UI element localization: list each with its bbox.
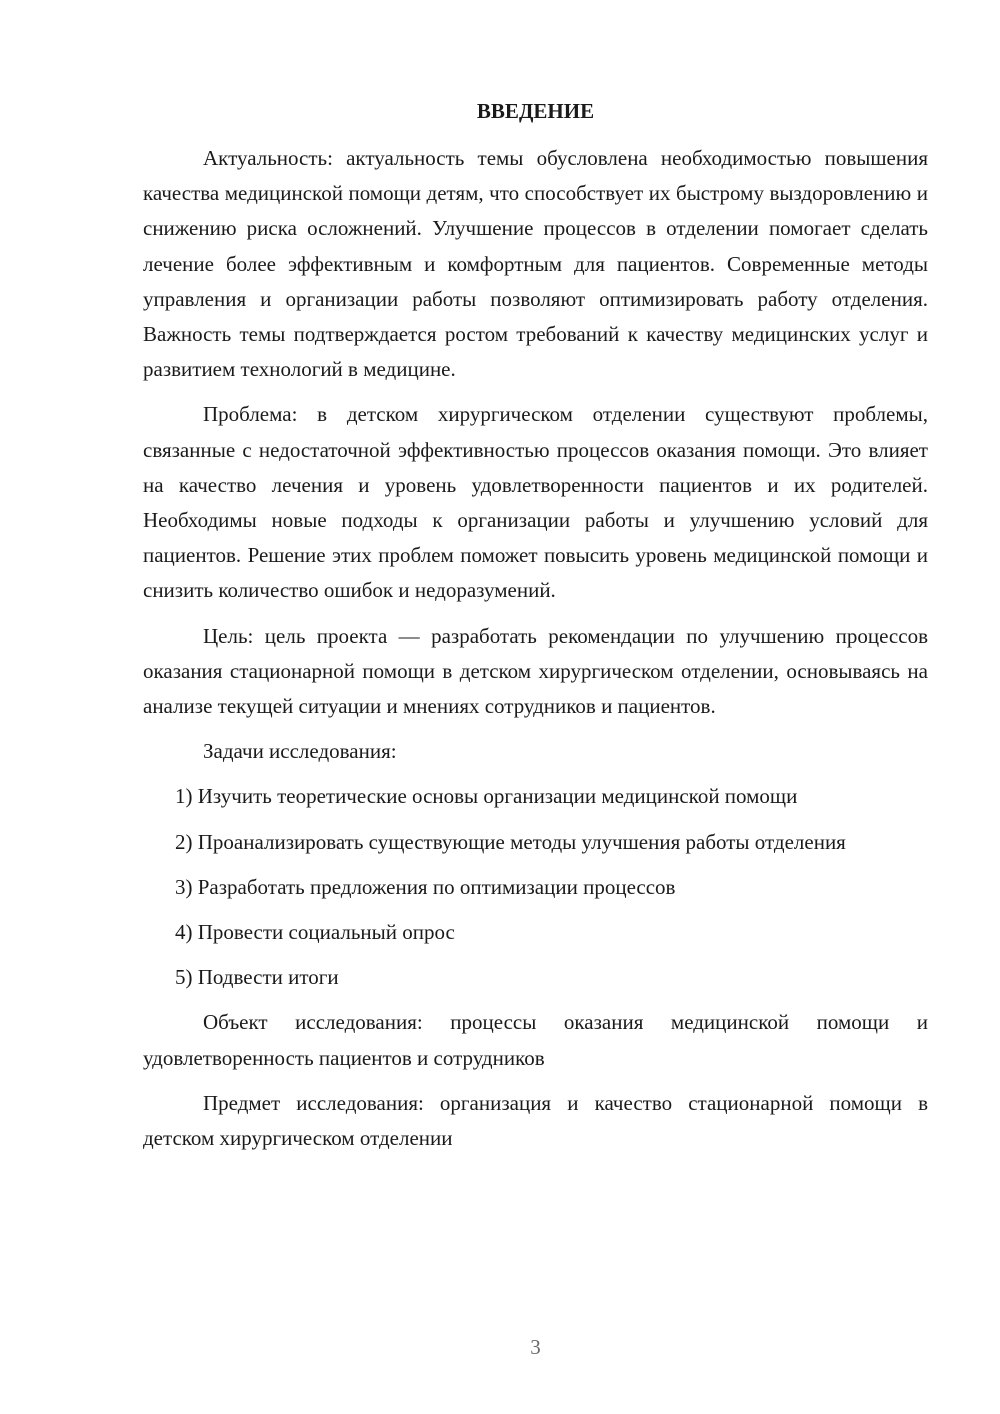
task-item-3: 3) Разработать предложения по оптимизации процессов (175, 874, 676, 899)
task-item-2: 2) Проанализировать существующие методы улучшения работы отделения (175, 829, 846, 854)
task-item-4: 4) Провести социальный опрос (175, 920, 455, 945)
paragraph-problem: Проблема: в детском хирургическом отделении существуют проблемы, связанные с недостаточной эффективностью процессов оказания помощи. Это влияет на качество лечения и уровень удовлетворенности пациентов и их родителей. Необходимы новые подходы к организации работы и улучшению условий для пациентов. Решение этих проблем поможет повысить уровень медицинской помощи и снизить количество ошибок и недоразумений. (143, 402, 928, 603)
body-text (143, 141, 928, 1166)
page-number: 3 (530, 1335, 541, 1359)
paragraph-research-object: Объект исследования: процессы оказания медицинской помощи и удовлетворенность пациентов и сотрудников (143, 1010, 928, 1070)
section-heading: ВВЕДЕНИЕ (476, 99, 595, 123)
paragraph-goal: Цель: цель проекта — разработать рекомендации по улучшению процессов оказания стационарной помощи в детском хирургическом отделении, основываясь на анализе текущей ситуации и мнениях сотрудников и пациентов. (143, 623, 928, 719)
task-item-1: 1) Изучить теоретические основы организации медицинской помощи (175, 784, 798, 809)
task-item-5: 5) Подвести итоги (175, 965, 339, 990)
document-page (143, 0, 928, 1414)
paragraph-relevance: Актуальность: актуальность темы обусловлена необходимостью повышения качества медицинской помощи детям, что способствует их быстрому выздоровлению и снижению риска осложнений. Улучшение процессов в отделении помогает сделать лечение более эффективным и комфортным для пациентов. Современные методы управления и организации работы позволяют оптимизировать работу отделения. Важность темы подтверждается ростом требований к качеству медицинских услуг и развитием технологий в медицине. (143, 146, 928, 382)
paragraph-research-subject: Предмет исследования: организация и качество стационарной помощи в детском хирургическом отделении (143, 1090, 928, 1151)
paragraph-tasks-heading: Задачи исследования: (203, 739, 397, 764)
